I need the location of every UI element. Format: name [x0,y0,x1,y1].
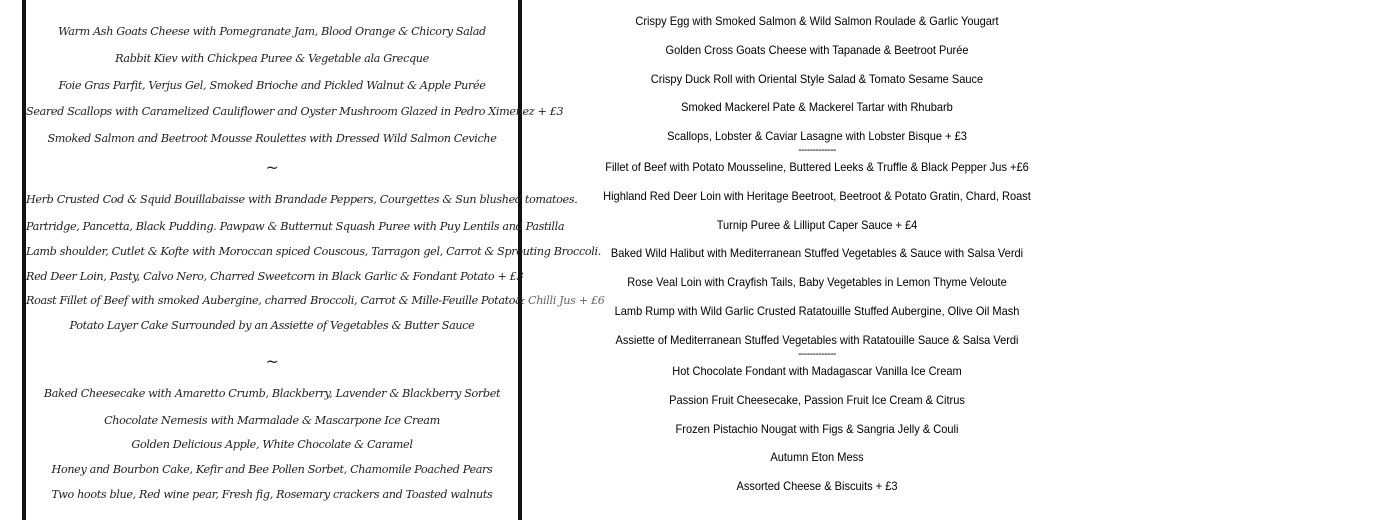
dessert-item: Assorted Cheese & Biscuits + £3 [736,479,898,493]
main-item: Assiette of Mediterranean Stuffed Vegetables with Ratatouille Sauce & Salsa Verdi [615,333,1019,347]
main-item: Fillet of Beef with Potato Mousseline, Buttered Leeks & Truffle & Black Pepper Jus +£6 [605,160,1029,174]
main-item: Red Deer Loin, Pasty, Calvo Nero, Charred Sweetcorn in Black Garlic & Fondant Potato + £3 [26,270,524,283]
main-item: Highland Red Deer Loin with Heritage Beetroot, Beetroot & Potato Gratin, Chard, Roast [603,189,1031,203]
starter-item: Smoked Salmon and Beetroot Mousse Roulettes with Dressed Wild Salmon Ceviche [47,132,497,145]
main-item: Baked Wild Halibut with Mediterranean Stuffed Vegetables & Sauce with Salsa Verdi [610,246,1024,260]
main-item-price: Chilli Jus + £6 [524,294,605,307]
dessert-item: Hot Chocolate Fondant with Madagascar Vanilla Ice Cream [672,364,962,378]
main-item-text: Roast Fillet of Beef with smoked Aubergine, charred Broccoli, Carrot & Mille-Feuille Potato& [26,294,525,307]
starter-item: Scallops, Lobster & Caviar Lasagne with Lobster Bisque + £3 [667,129,967,143]
main-item: Herb Crusted Cod & Squid Bouillabaisse with Brandade Peppers, Courgettes & Sun blushed tomatoes. [26,193,578,206]
main-item: Lamb shoulder, Cutlet & Kofte with Moroccan spiced Couscous, Tarragon gel, Carrot & Sprouting Broccoli. [26,245,601,258]
menu-card-left [22,0,605,520]
main-item [26,294,605,307]
main-item: Potato Layer Cake Surrounded by an Assiette of Vegetables & Butter Sauce [69,319,475,332]
starter-item: Golden Cross Goats Cheese with Tapanade & Beetroot Purée [665,43,969,57]
starter-item: Warm Ash Goats Cheese with Pomegranate Jam, Blood Orange & Chicory Salad [58,25,486,38]
section-divider: ------------- [798,144,836,156]
dessert-item: Passion Fruit Cheesecake, Passion Fruit Ice Cream & Citrus [669,393,965,407]
section-separator: ~ [265,158,279,177]
dessert-item: Autumn Eton Mess [770,450,864,464]
starter-item: Smoked Mackerel Pate & Mackerel Tartar with Rhubarb [681,100,953,114]
dessert-item: Honey and Bourbon Cake, Kefir and Bee Pollen Sorbet, Chamomile Poached Pears [51,463,493,476]
section-separator: ~ [265,352,279,371]
starter-item: Rabbit Kiev with Chickpea Puree & Vegetable ala Grecque [115,52,429,65]
main-item: Lamb Rump with Wild Garlic Crusted Ratatouille Stuffed Aubergine, Olive Oil Mash [614,304,1020,318]
starter-item: Foie Gras Parfit, Verjus Gel, Smoked Brioche and Pickled Walnut & Apple Purée [58,79,486,92]
starter-item: Seared Scallops with Caramelized Cauliflower and Oyster Mushroom Glazed in Pedro Ximenez + £3 [26,105,564,118]
main-item: Partridge, Pancetta, Black Pudding. Pawpaw & Butternut Squash Puree with Puy Lentils and Pastilla [26,220,565,233]
starter-item: Crispy Duck Roll with Oriental Style Salad & Tomato Sesame Sauce [650,72,984,86]
dessert-item: Chocolate Nemesis with Marmalade & Mascarpone Ice Cream [104,414,440,427]
main-item: Rose Veal Loin with Crayfish Tails, Baby Vegetables in Lemon Thyme Veloute [627,275,1007,289]
dessert-item: Golden Delicious Apple, White Chocolate & Caramel [131,438,413,451]
main-item: Turnip Puree & Lilliput Caper Sauce + £4 [716,218,918,232]
section-divider: ------------- [798,348,836,360]
dessert-item: Two hoots blue, Red wine pear, Fresh fig, Rosemary crackers and Toasted walnuts [51,488,493,501]
starter-item: Crispy Egg with Smoked Salmon & Wild Salmon Roulade & Garlic Yougart [635,14,999,28]
dessert-item: Baked Cheesecake with Amaretto Crumb, Blackberry, Lavender & Blackberry Sorbet [43,387,501,400]
dessert-item: Frozen Pistachio Nougat with Figs & Sangria Jelly & Couli [675,422,959,436]
